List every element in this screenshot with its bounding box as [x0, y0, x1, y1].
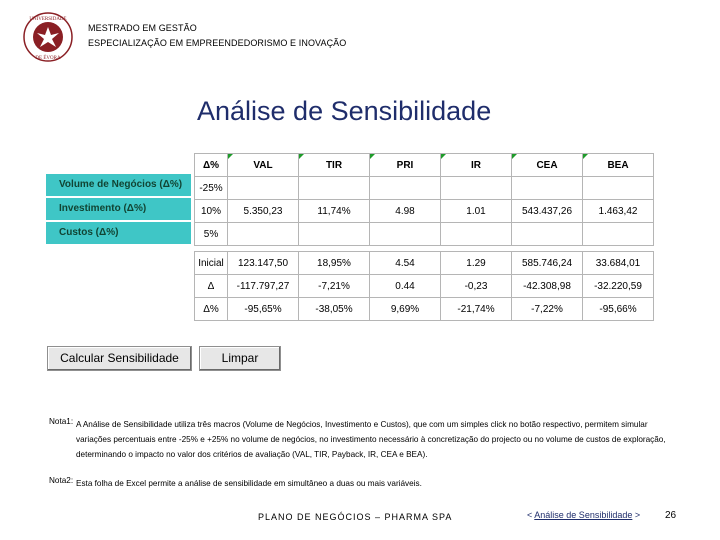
table-cell[interactable]: -7,22% — [512, 298, 583, 321]
table-cell[interactable] — [299, 223, 370, 246]
table-cell[interactable] — [228, 177, 299, 200]
table-cell[interactable] — [441, 223, 512, 246]
note1-text: A Análise de Sensibilidade utiliza três macros (Volume de Negócios, Investimento e Custos), que com um simples click no botão respectivo, permitem simular variações percentuais entre -25% e +25% no volume de negócios, no investimento necessário à concretização do projecto ou no volume de custos de exploração, determinando o impacto no valor dos critérios de avaliação (VAL, TIR, Payback, IR, CEA e BEA). — [76, 420, 666, 459]
table-cell[interactable]: 1.29 — [441, 252, 512, 275]
note2-text: Esta folha de Excel permite a análise de sensibilidade em simultâneo a duas ou mais variáveis. — [76, 479, 422, 488]
table-cell[interactable] — [512, 177, 583, 200]
param-custos[interactable]: Custos (Δ%) — [46, 222, 191, 244]
table-row — [195, 298, 654, 321]
header-cell: Δ% — [195, 154, 228, 177]
table-cell[interactable]: 123.147,50 — [228, 252, 299, 275]
table-cell[interactable]: -25% — [195, 177, 228, 200]
calculate-sensitivity-button[interactable]: Calcular Sensibilidade — [47, 346, 192, 371]
slide-nav — [527, 510, 640, 520]
table-cell[interactable]: 543.437,26 — [512, 200, 583, 223]
table-cell[interactable]: -38,05% — [299, 298, 370, 321]
table-header-row — [195, 154, 654, 177]
header-cell: PRI — [370, 154, 441, 177]
sensitivity-result-table — [194, 251, 654, 321]
header-cell: IR — [441, 154, 512, 177]
row-label: Δ% — [195, 298, 228, 321]
table-row — [195, 223, 654, 246]
header-cell: CEA — [512, 154, 583, 177]
table-cell[interactable]: -0,23 — [441, 275, 512, 298]
table-cell[interactable]: 10% — [195, 200, 228, 223]
header-cell: TIR — [299, 154, 370, 177]
table-cell[interactable]: 4.98 — [370, 200, 441, 223]
table-cell[interactable]: -7,21% — [299, 275, 370, 298]
table-row — [195, 177, 654, 200]
program-subtitle: ESPECIALIZAÇÃO EM EMPREENDEDORISMO E INOVAÇÃO — [88, 38, 347, 48]
table-cell[interactable]: -32.220,59 — [583, 275, 654, 298]
table-cell[interactable] — [370, 223, 441, 246]
table-cell[interactable]: 9,69% — [370, 298, 441, 321]
program-title: MESTRADO EM GESTÃO — [88, 23, 197, 33]
page-number: 26 — [665, 510, 677, 521]
table-row — [195, 200, 654, 223]
param-investimento[interactable]: Investimento (Δ%) — [46, 198, 191, 220]
parameter-list — [46, 174, 191, 246]
table-cell[interactable] — [228, 223, 299, 246]
page-title: Análise de Sensibilidade — [197, 96, 492, 126]
table-cell[interactable]: 33.684,01 — [583, 252, 654, 275]
table-cell[interactable]: 5% — [195, 223, 228, 246]
table-cell[interactable]: 18,95% — [299, 252, 370, 275]
table-cell[interactable]: 585.746,24 — [512, 252, 583, 275]
param-volume-negocios[interactable]: Volume de Negócios (Δ%) — [46, 174, 191, 196]
table-cell[interactable] — [370, 177, 441, 200]
table-cell[interactable]: 0.44 — [370, 275, 441, 298]
table-row — [195, 252, 654, 275]
table-cell[interactable]: 1.01 — [441, 200, 512, 223]
nav-prefix: < — [527, 510, 533, 520]
table-cell[interactable] — [583, 177, 654, 200]
table-cell[interactable]: -95,66% — [583, 298, 654, 321]
table-cell[interactable] — [512, 223, 583, 246]
table-cell[interactable] — [583, 223, 654, 246]
svg-text:UNIVERSIDADE: UNIVERSIDADE — [29, 17, 67, 22]
header-cell: BEA — [583, 154, 654, 177]
row-label: Δ — [195, 275, 228, 298]
university-seal-icon — [23, 12, 73, 62]
svg-text:DE ÉVORA: DE ÉVORA — [35, 56, 61, 61]
nav-link[interactable]: Análise de Sensibilidade — [534, 510, 633, 520]
table-cell[interactable]: -95,65% — [228, 298, 299, 321]
table-cell[interactable] — [441, 177, 512, 200]
table-cell[interactable]: -21,74% — [441, 298, 512, 321]
table-cell[interactable]: 5.350,23 — [228, 200, 299, 223]
header-cell: VAL — [228, 154, 299, 177]
footer-text: PLANO DE NEGÓCIOS – PHARMA SPA — [258, 512, 453, 522]
table-cell[interactable]: 4.54 — [370, 252, 441, 275]
note2-label: Nota2: — [49, 476, 74, 485]
clear-button[interactable]: Limpar — [199, 346, 281, 371]
row-label: Inicial — [195, 252, 228, 275]
table-cell[interactable]: 1.463,42 — [583, 200, 654, 223]
table-cell[interactable]: -117.797,27 — [228, 275, 299, 298]
table-cell[interactable]: -42.308,98 — [512, 275, 583, 298]
sensitivity-input-table — [194, 153, 654, 246]
table-cell[interactable] — [299, 177, 370, 200]
table-row — [195, 275, 654, 298]
nav-suffix: > — [634, 510, 641, 520]
table-cell[interactable]: 11,74% — [299, 200, 370, 223]
note1-label: Nota1: — [49, 417, 74, 426]
